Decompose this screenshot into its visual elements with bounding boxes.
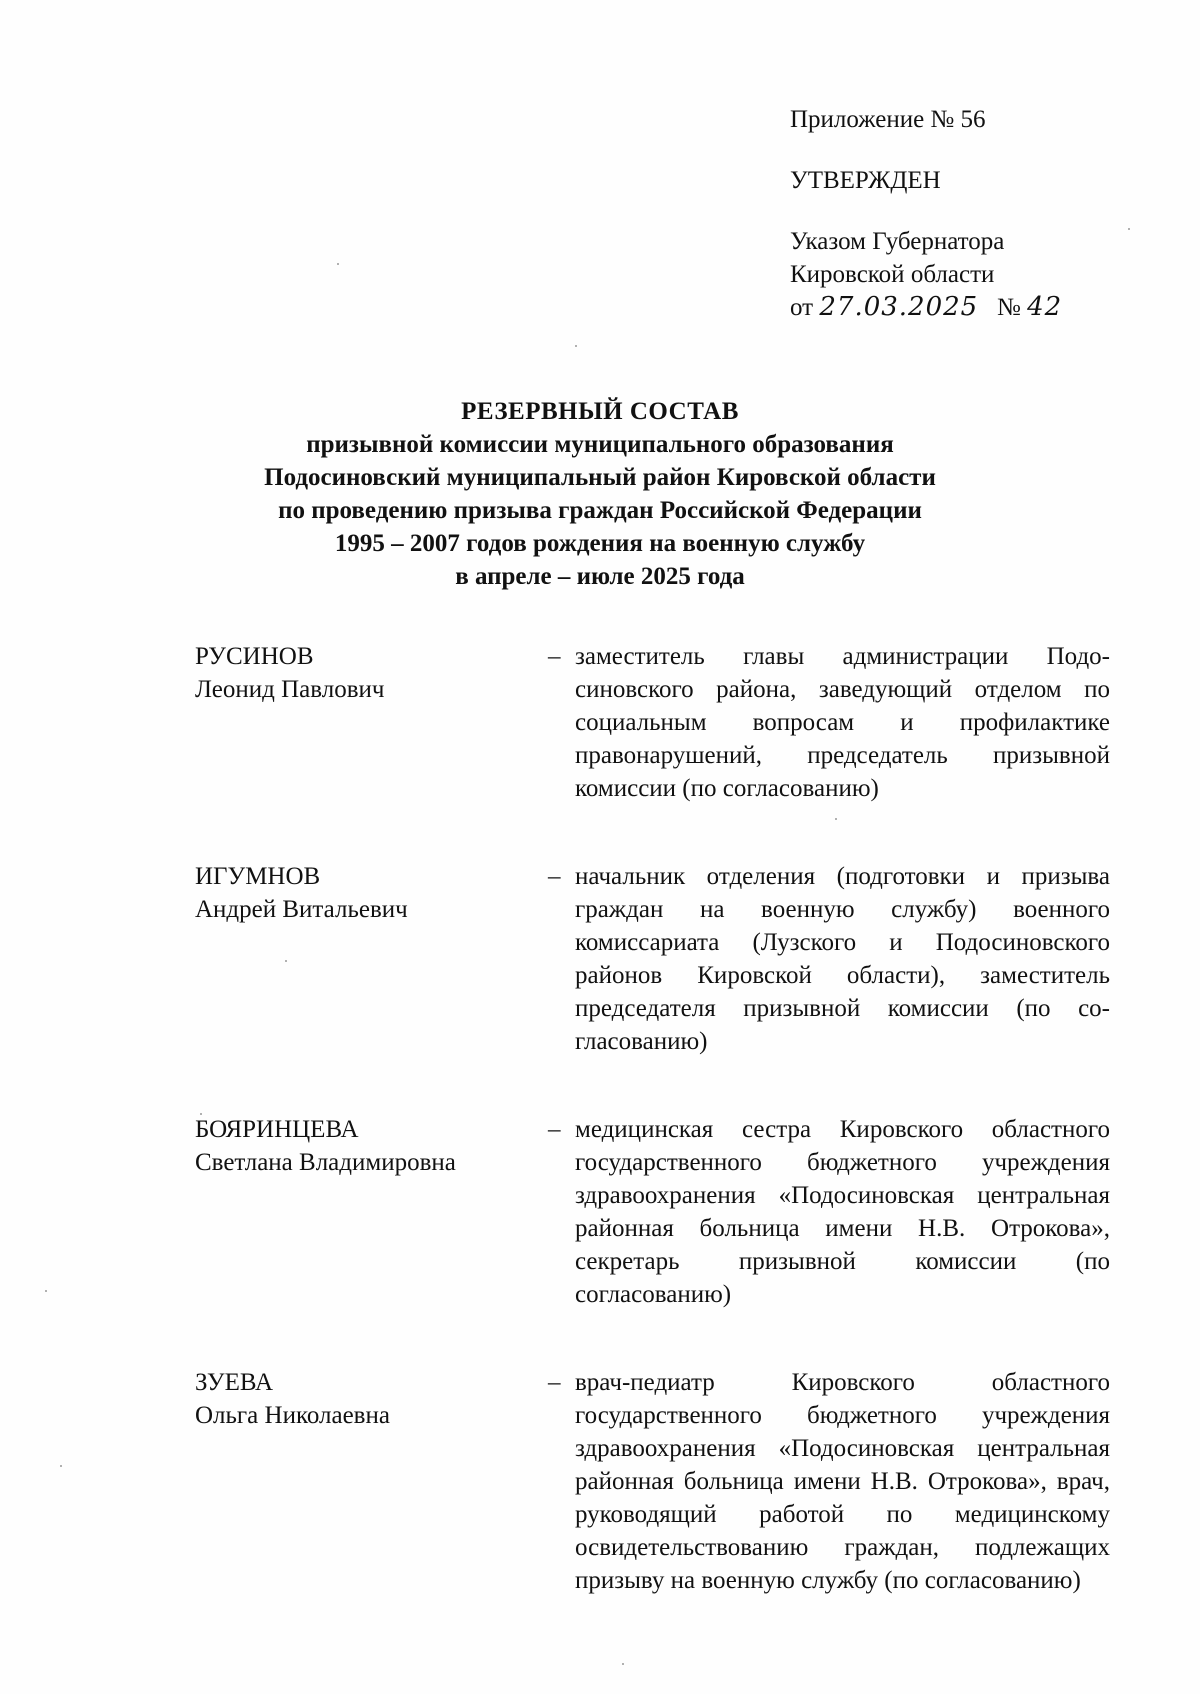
- member-list: [195, 640, 1110, 1597]
- spacer: [790, 197, 1150, 225]
- scan-speck: [337, 263, 339, 265]
- handwritten-date: 27.03.2025: [819, 292, 979, 322]
- member-given-name: Ольга Николаевна: [195, 1402, 390, 1429]
- dash-separator: –: [548, 1369, 561, 1396]
- approval-stamp-block: [790, 103, 1150, 324]
- member-name: [195, 860, 545, 1058]
- member-surname: ИГУМНОВ: [195, 863, 321, 890]
- scan-speck: [45, 1290, 47, 1292]
- main-title: РЕЗЕРВНЫЙ СОСТАВ: [461, 398, 739, 425]
- member-name: [195, 1366, 545, 1597]
- member-entry: [195, 860, 1110, 1058]
- member-role: врач-педиатр Кировского областного государственного бюджетного учреждения здравоохранения «Подосиновская центральная районная больница имени Н.В. Отрокова», врач, руководящий работой по медицинскому освидетельствованию граждан, подлежащих призыву на военную службу (по согласованию): [575, 1369, 1110, 1594]
- member-entry: [195, 1366, 1110, 1597]
- member-role: начальник отделения (подготовки и призыва граждан на военную службу) военного комиссариата (Лузского и Подосиновского районов Кировской области), заместитель председателя призывной комиссии (по согласованию): [575, 863, 1110, 1055]
- title-line-3: по проведению призыва граждан Российской Федерации: [278, 497, 922, 524]
- scan-speck: [200, 1113, 202, 1115]
- scan-speck: [60, 1465, 62, 1467]
- handwritten-number: 42: [1027, 292, 1063, 322]
- member-role: медицинская сестра Кировского областного государственного бюджетного учреждения здравоохранения «Подосиновская центральная районная больница имени Н.В. Отрокова», секретарь призывной комиссии (по согласованию): [575, 1116, 1110, 1308]
- document-title: [150, 395, 1050, 593]
- decree-line-1: Указом Губернатора: [790, 228, 1005, 255]
- number-prefix: №: [996, 294, 1021, 321]
- member-surname: БОЯРИНЦЕВА: [195, 1116, 359, 1143]
- scan-speck: [575, 345, 577, 347]
- scan-speck: [622, 1663, 624, 1665]
- member-given-name: Леонид Павлович: [195, 676, 385, 703]
- decree-line-2: Кировской области: [790, 261, 995, 288]
- scan-speck: [285, 960, 287, 962]
- title-line-4: 1995 – 2007 годов рождения на военную службу: [334, 530, 866, 557]
- decree-date-line: [790, 291, 1150, 324]
- spacer: [790, 136, 1150, 164]
- member-role: заместитель главы администрации Подосиновского района, заведующий отделом по социальным вопросам и профилактике правонарушений, председатель призывной комиссии (по согласованию): [575, 643, 1110, 802]
- approved-label: УТВЕРЖДЕН: [790, 167, 941, 194]
- scan-speck: [1128, 228, 1130, 230]
- scan-speck: [835, 818, 837, 820]
- title-line-5: в апреле – июле 2025 года: [455, 563, 745, 590]
- member-name: [195, 640, 545, 805]
- member-given-name: Светлана Владимировна: [195, 1149, 456, 1176]
- member-name: [195, 1113, 545, 1311]
- member-entry: [195, 640, 1110, 805]
- member-entry: [195, 1113, 1110, 1311]
- title-line-1: призывной комиссии муниципального образования: [306, 431, 894, 458]
- title-line-2: Подосиновский муниципальный район Кировской области: [264, 464, 936, 491]
- date-prefix: от: [790, 294, 814, 321]
- member-surname: РУСИНОВ: [195, 643, 314, 670]
- dash-separator: –: [548, 863, 561, 890]
- appendix-number: Приложение № 56: [790, 106, 986, 133]
- dash-separator: –: [548, 1116, 561, 1143]
- member-surname: ЗУЕВА: [195, 1369, 274, 1396]
- member-given-name: Андрей Витальевич: [195, 896, 408, 923]
- dash-separator: –: [548, 643, 561, 670]
